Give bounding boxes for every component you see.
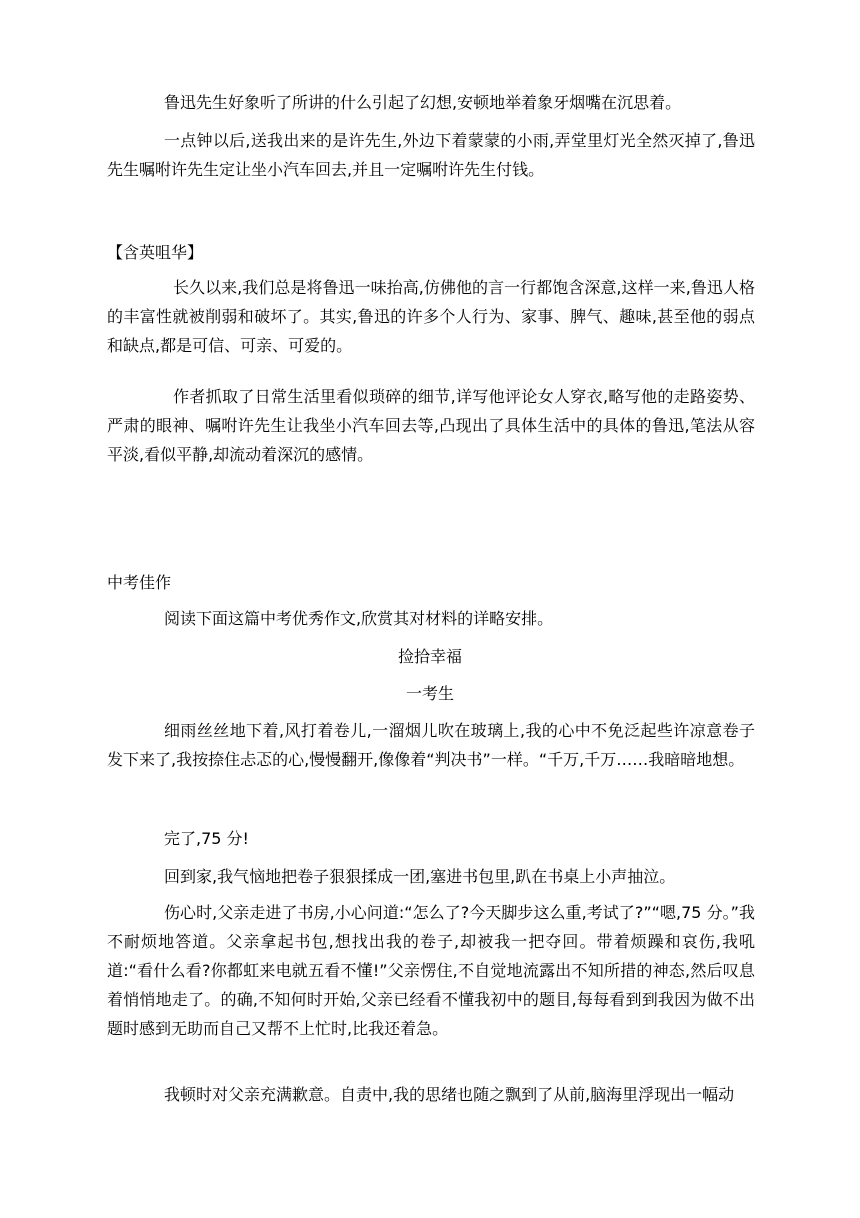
essay-paragraph: 我顿时对父亲充满歉意。自责中,我的思绪也随之飘到了从前,脑海里浮现出一幅动: [164, 1085, 735, 1104]
essay-title: 捡拾幸福: [397, 647, 462, 666]
essay-paragraph: 完了,75 分!: [164, 829, 249, 848]
paragraph: 一点钟以后,送我出来的是许先生,外边下着蒙蒙的小雨,弄堂里灯光全然灭掉了,鲁迅先生嘱咐许先生定让坐小汽车回去,并且一定嘱咐许先生付钱。: [107, 131, 755, 179]
essay-paragraph: 细雨丝丝地下着,风打着卷儿,一溜烟儿吹在玻璃上,我的心中不免泛起些许凉意卷子发下来了,我按捺住忐忑的心,慢慢翻开,像像着“判决书”一样。“千万,千万……我暗暗地想。: [107, 721, 755, 769]
essay-author: 一考生: [405, 684, 454, 703]
section-label: 中考佳作: [107, 573, 172, 592]
analysis-paragraph: 长久以来,我们总是将鲁迅一味抬高,仿佛他的言一行都饱含深意,这样一来,鲁迅人格的丰富性就被削弱和破坏了。其实,鲁迅的许多个人行为、家事、脾气、趣味,甚至他的弱点和缺点,都是可信、可亲、可爱的。: [107, 278, 755, 355]
essay-paragraph: 回到家,我气恼地把卷子狠狠揉成一团,塞进书包里,趴在书桌上小声抽泣。: [164, 867, 676, 886]
intro-paragraph: 阅读下面这篇中考优秀作文,欣赏其对材料的详略安排。: [164, 609, 554, 628]
essay-paragraph: 伤心时,父亲走进了书房,小心问道:“怎么了?今天脚步这么重,考试了?”“嗯,75 分。”我不耐烦地答道。父亲拿起书包,想找出我的卷子,却被我一把夺回。带着烦躁和哀伤,我吼道:“看什么看?你都虹来电就五看不懂!”父亲愣住,不自觉地流露出不知所措的神态,然后叹息着悄悄地走了。的确,不知何时开始,父亲已经看不懂我初中的题目,每每看到到我因为做不出题时感到无助而自己又帮不上忙时,比我还着急。: [107, 903, 755, 1038]
section-heading: 【含英咀华】: [107, 243, 204, 262]
analysis-paragraph: 作者抓取了日常生活里看似琐碎的细节,详写他评论女人穿衣,略写他的走路姿势、严肃的眼神、嘱咐许先生让我坐小汽车回去等,凸现出了具体生活中的具体的鲁迅,笔法从容平淡,看似平静,却流动着深沉的感情。: [107, 387, 755, 464]
paragraph: 鲁迅先生好象听了所讲的什么引起了幻想,安顿地举着象牙烟嘴在沉思着。: [164, 93, 682, 112]
